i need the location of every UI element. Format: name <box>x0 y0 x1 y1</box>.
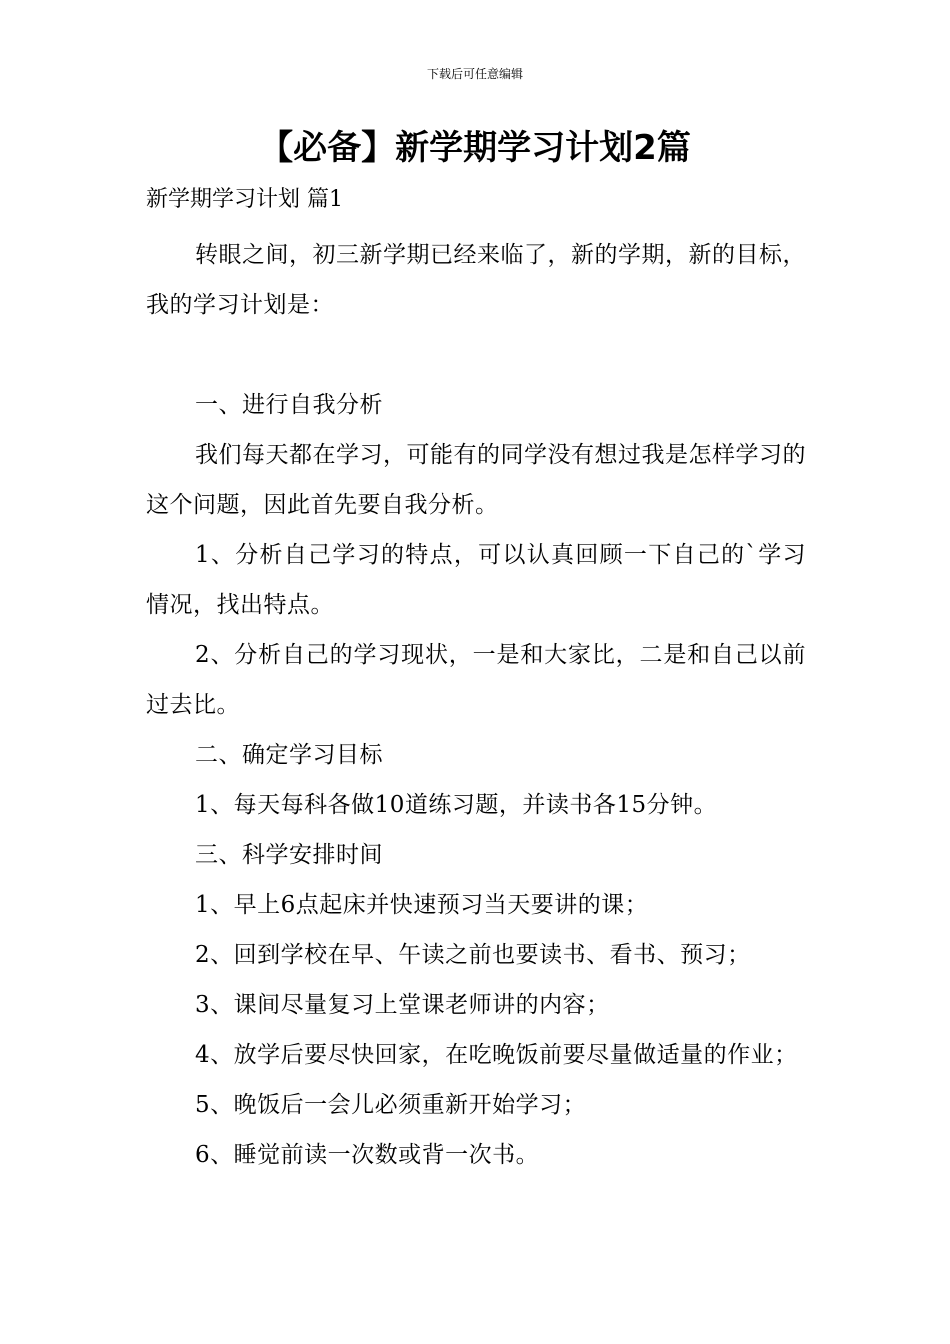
list-item: 3、课间尽量复习上堂课老师讲的内容； <box>195 992 610 1018</box>
document-body <box>146 230 806 1180</box>
paragraph: 我们每天都在学习，可能有的同学没有想过我是怎样学习的这个问题，因此首先要自我分析。 <box>146 442 806 518</box>
heading-set-goals: 二、确定学习目标 <box>195 742 383 768</box>
list-item: 5、晚饭后一会儿必须重新开始学习； <box>195 1092 587 1118</box>
list-item: 4、放学后要尽快回家，在吃晚饭前要尽量做适量的作业； <box>195 1042 798 1068</box>
list-item: 2、回到学校在早、午读之前也要读书、看书、预习； <box>195 942 751 968</box>
section-subtitle: 新学期学习计划 篇1 <box>146 187 343 212</box>
heading-schedule: 三、科学安排时间 <box>195 842 383 868</box>
intro-paragraph: 转眼之间，初三新学期已经来临了，新的学期，新的目标，我的学习计划是： <box>146 242 806 318</box>
list-item: 1、早上6点起床并快速预习当天要讲的课； <box>195 892 649 918</box>
list-item: 2、分析自己的学习现状，一是和大家比，二是和自己以前过去比。 <box>146 642 806 718</box>
list-item: 6、睡觉前读一次数或背一次书。 <box>195 1142 540 1168</box>
list-item: 1、每天每科各做10道练习题，并读书各15分钟。 <box>195 792 718 818</box>
heading-self-analysis: 一、进行自我分析 <box>195 392 383 418</box>
header-note: 下载后可任意编辑 <box>426 67 523 81</box>
document-title: 【必备】新学期学习计划2篇 <box>259 128 691 168</box>
list-item: 1、分析自己学习的特点，可以认真回顾一下自己的`学习情况，找出特点。 <box>146 542 806 618</box>
blank-line <box>146 330 806 380</box>
